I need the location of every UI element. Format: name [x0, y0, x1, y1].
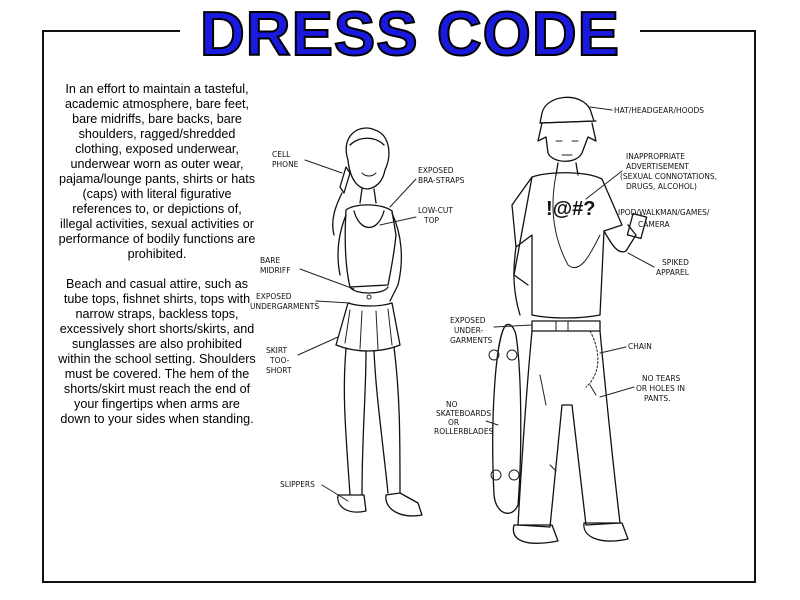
label-tears-line1: NO TEARS	[642, 374, 681, 383]
label-cell-phone	[272, 150, 342, 173]
label-ads-line1: INAPPROPRIATE	[626, 152, 685, 161]
label-skate-line2: SKATEBOARDS	[436, 409, 492, 418]
label-spiked-apparel	[628, 253, 690, 277]
label-inappropriate-ads	[586, 152, 717, 199]
label-exposed-undergarments-left	[250, 292, 350, 311]
shirt-graphic-text: !@#?	[546, 198, 596, 220]
label-skirt-line3: SHORT	[266, 366, 292, 375]
page-title: DRESS CODE	[180, 0, 640, 70]
label-slippers-text: SLIPPERS	[280, 480, 315, 489]
female-figure	[333, 128, 422, 516]
label-tears-line3: PANTS.	[644, 394, 671, 403]
label-chain	[600, 342, 652, 353]
male-figure	[489, 97, 647, 543]
label-ipod-line1: IPOD/WALKMAN/GAMES/	[618, 208, 710, 217]
policy-paragraph-1: In an effort to maintain a tasteful, academic atmosphere, bare feet, bare midriffs, bare backs, bare shoulders, ragged/shredded clothing, exposed underwear, underwear worn as outer wear, pajama/lounge pants, shirts or hats (caps) with literal figurative references to, or depictions of, illegal activities, sexual activities or performance of bodily functions are prohibited.	[58, 82, 256, 261]
label-undergarments-r-line1: EXPOSED	[450, 316, 486, 325]
label-hat-text: HAT/HEADGEAR/HOODS	[614, 106, 704, 115]
label-ads-line3: (SEXUAL CONNOTATIONS,	[620, 172, 718, 181]
label-tears-line2: OR HOLES IN	[636, 384, 685, 393]
label-low-cut-top	[380, 206, 453, 225]
label-skate-line4: ROLLERBLADES	[434, 427, 494, 436]
label-hat	[590, 106, 704, 115]
label-ads-line4: DRUGS, ALCOHOL)	[626, 182, 697, 191]
label-bra-straps-line1: EXPOSED	[418, 166, 454, 175]
label-chain-text: CHAIN	[628, 342, 652, 351]
label-undergarments-l-line2: UNDERGARMENTS	[250, 302, 320, 311]
label-skate-line3: OR	[448, 418, 460, 427]
label-bra-straps-line2: BRA-STRAPS	[418, 176, 465, 185]
label-undergarments-r-line2: UNDER-	[454, 326, 484, 335]
label-low-cut-line1: LOW-CUT	[418, 206, 453, 215]
label-midriff-line2: MIDRIFF	[260, 266, 291, 275]
label-ipod-line2: CAMERA	[638, 220, 670, 229]
label-skirt-line1: SKIRT	[266, 346, 288, 355]
label-skate-line1: NO	[446, 400, 458, 409]
label-skirt-too-short	[266, 337, 338, 375]
label-ads-line2: ADVERTISEMENT	[626, 162, 690, 171]
label-exposed-bra-straps	[390, 166, 465, 207]
label-undergarments-r-line3: GARMENTS	[450, 336, 493, 345]
label-no-skateboards	[434, 400, 498, 436]
policy-text	[58, 82, 256, 442]
label-midriff-line1: BARE	[260, 256, 281, 265]
policy-paragraph-2: Beach and casual attire, such as tube tops, fishnet shirts, tops with narrow straps, backless tops, excessively short shorts/skirts, and sunglasses are also prohibited within the school setting. Shoulders must be covered. The hem of the shorts/skirt must reach the end of your fingertips when arms are down to your sides when standing.	[58, 277, 256, 426]
label-spiked-line2: APPAREL	[656, 268, 689, 277]
label-cell-phone-line2: PHONE	[272, 160, 299, 169]
label-skirt-line2: TOO-	[270, 356, 290, 365]
label-exposed-undergarments-right	[450, 316, 532, 345]
label-spiked-line1: SPIKED	[662, 258, 689, 267]
label-undergarments-l-line1: EXPOSED	[256, 292, 292, 301]
label-cell-phone-line1: CELL	[272, 150, 291, 159]
label-no-tears	[600, 374, 685, 403]
label-low-cut-line2: TOP	[424, 216, 440, 225]
dress-code-illustration	[250, 75, 750, 580]
